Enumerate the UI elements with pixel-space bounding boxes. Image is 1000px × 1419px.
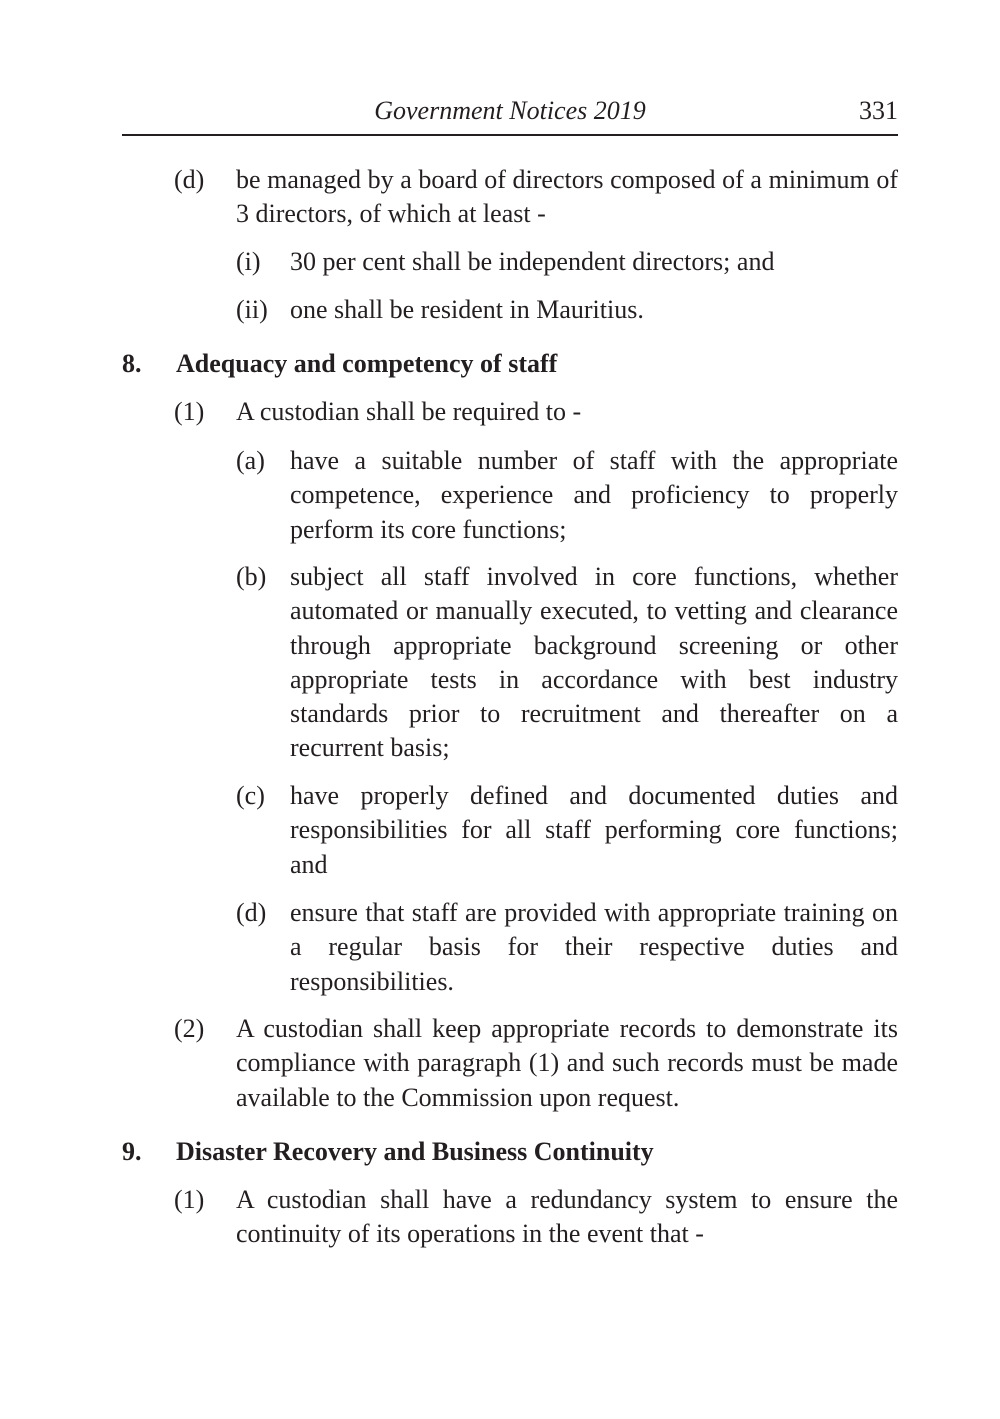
clause-text: be managed by a board of directors composed of a minimum of 3 directors, of which at least - [236, 165, 898, 229]
clause-label: (ii) [236, 295, 268, 324]
document-page [122, 0, 898, 1419]
clause-text: A custodian shall be required to - [236, 397, 582, 426]
section-number: 8. [122, 349, 142, 378]
page-header [122, 92, 898, 136]
clause-label: (d) [236, 898, 267, 927]
clause-label: (1) [174, 397, 205, 426]
clause-label: (2) [174, 1014, 205, 1043]
page-number: 331 [859, 96, 898, 125]
running-title: Government Notices 2019 [374, 96, 646, 125]
clause-text: 30 per cent shall be independent directors; and [290, 247, 775, 276]
clause-text: A custodian shall keep appropriate records to demonstrate its compliance with paragraph (1) and such records must be made available to the Commission upon request. [236, 1014, 898, 1112]
clause-text: A custodian shall have a redundancy system to ensure the continuity of its operations in the event that - [236, 1185, 898, 1249]
clause-label: (a) [236, 446, 265, 475]
clause-label: (c) [236, 781, 265, 810]
clause-text: subject all staff involved in core functions, whether automated or manually executed, to vetting and clearance through appropriate background screening or other appropriate tests in accordance with best industry standards prior to recruitment and thereafter on a recurrent basis; [290, 562, 898, 763]
section-title: Adequacy and competency of staff [176, 349, 558, 378]
clause-label: (1) [174, 1185, 205, 1214]
clause-text: have properly defined and documented duties and responsibilities for all staff performing core functions; and [290, 781, 898, 879]
clause-text: ensure that staff are provided with appropriate training on a regular basis for their respective duties and responsibilities. [290, 898, 898, 996]
section-number: 9. [122, 1137, 142, 1166]
clause-text: have a suitable number of staff with the appropriate competence, experience and proficiency to properly perform its core functions; [290, 446, 898, 544]
section-title: Disaster Recovery and Business Continuity [176, 1137, 654, 1166]
clause-label: (d) [174, 165, 205, 194]
clause-text: one shall be resident in Mauritius. [290, 295, 644, 324]
clause-label: (b) [236, 562, 267, 591]
clause-label: (i) [236, 247, 261, 276]
